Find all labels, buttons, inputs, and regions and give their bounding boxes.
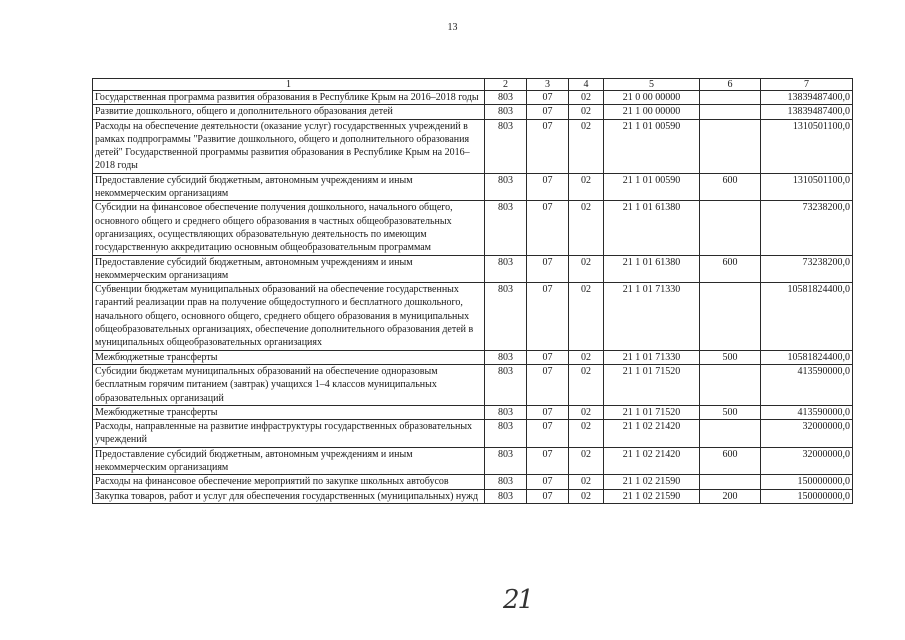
code-cell: 803: [485, 255, 527, 283]
table-header-row: [93, 79, 853, 91]
row-name-cell: Расходы на обеспечение деятельности (оказание услуг) государственных учреждений в рамках подпрограммы "Развитие дошкольного, общего и дополнительного образования детей" Государственной программы развития образования в Республике Крым на 2016–2018 годы: [93, 119, 485, 173]
code-cell: 803: [485, 364, 527, 405]
expense-type-cell: [700, 91, 761, 105]
amount-cell: 1310501100,0: [761, 119, 853, 173]
section-cell: 07: [527, 201, 569, 255]
subsection-cell: 02: [569, 283, 604, 350]
table-row: [93, 405, 853, 419]
code-cell: 803: [485, 489, 527, 503]
column-header: 4: [569, 79, 604, 91]
amount-cell: 413590000,0: [761, 364, 853, 405]
row-name-cell: Субвенции бюджетам муниципальных образований на обеспечение государственных гарантий реализации прав на получение общедоступного и бесплатного дошкольного, начального общего, основного общего, среднего общего образования в муниципальных общеобразовательных организациях, обеспечение дополнительного образования детей в муниципальных общеобразовательных организациях: [93, 283, 485, 350]
row-name-cell: Предоставление субсидий бюджетным, автономным учреждениям и иным некоммерческим организациям: [93, 173, 485, 201]
target-article-cell: 21 1 02 21420: [604, 420, 700, 448]
subsection-cell: 02: [569, 201, 604, 255]
column-header: 7: [761, 79, 853, 91]
table-row: [93, 350, 853, 364]
row-name-cell: Расходы на финансовое обеспечение мероприятий по закупке школьных автобусов: [93, 475, 485, 489]
amount-cell: 32000000,0: [761, 447, 853, 475]
code-cell: 803: [485, 173, 527, 201]
subsection-cell: 02: [569, 364, 604, 405]
subsection-cell: 02: [569, 447, 604, 475]
amount-cell: 150000000,0: [761, 489, 853, 503]
table-row: [93, 255, 853, 283]
subsection-cell: 02: [569, 405, 604, 419]
table-body: [93, 91, 853, 504]
section-cell: 07: [527, 475, 569, 489]
code-cell: 803: [485, 201, 527, 255]
amount-cell: 150000000,0: [761, 475, 853, 489]
table-row: [93, 105, 853, 119]
table-row: [93, 201, 853, 255]
expense-type-cell: 500: [700, 405, 761, 419]
row-name-cell: Субсидии на финансовое обеспечение получения дошкольного, начального общего, основного общего и среднего общего образования в частных общеобразовательных организациях, осуществляющих образовательную деятельность по имеющим государственную аккредитацию основным общеобразовательным программам: [93, 201, 485, 255]
target-article-cell: 21 1 02 21590: [604, 475, 700, 489]
target-article-cell: 21 1 01 71520: [604, 364, 700, 405]
target-article-cell: 21 1 01 00590: [604, 173, 700, 201]
amount-cell: 1310501100,0: [761, 173, 853, 201]
section-cell: 07: [527, 283, 569, 350]
section-cell: 07: [527, 255, 569, 283]
section-cell: 07: [527, 447, 569, 475]
target-article-cell: 21 1 01 61380: [604, 255, 700, 283]
code-cell: 803: [485, 475, 527, 489]
subsection-cell: 02: [569, 119, 604, 173]
subsection-cell: 02: [569, 255, 604, 283]
table-row: [93, 489, 853, 503]
row-name-cell: Государственная программа развития образования в Республике Крым на 2016–2018 годы: [93, 91, 485, 105]
amount-cell: 32000000,0: [761, 420, 853, 448]
section-cell: 07: [527, 105, 569, 119]
subsection-cell: 02: [569, 420, 604, 448]
target-article-cell: 21 1 01 00590: [604, 119, 700, 173]
row-name-cell: Субсидии бюджетам муниципальных образований на обеспечение одноразовым бесплатным горячим питанием (завтрак) учащихся 1–4 классов муниципальных образовательных организаций: [93, 364, 485, 405]
table-row: [93, 364, 853, 405]
code-cell: 803: [485, 119, 527, 173]
table-row: [93, 283, 853, 350]
expense-type-cell: [700, 201, 761, 255]
target-article-cell: 21 1 00 00000: [604, 105, 700, 119]
section-cell: 07: [527, 173, 569, 201]
expense-type-cell: [700, 475, 761, 489]
row-name-cell: Расходы, направленные на развитие инфраструктуры государственных образовательных учреждений: [93, 420, 485, 448]
expense-type-cell: [700, 105, 761, 119]
expense-type-cell: 200: [700, 489, 761, 503]
row-name-cell: Предоставление субсидий бюджетным, автономным учреждениям и иным некоммерческим организациям: [93, 255, 485, 283]
section-cell: 07: [527, 420, 569, 448]
table-row: [93, 420, 853, 448]
expense-type-cell: [700, 119, 761, 173]
code-cell: 803: [485, 91, 527, 105]
expense-type-cell: 600: [700, 447, 761, 475]
table-row: [93, 91, 853, 105]
page-number: 13: [447, 22, 458, 33]
row-name-cell: Межбюджетные трансферты: [93, 405, 485, 419]
column-header: 1: [93, 79, 485, 91]
column-header: 3: [527, 79, 569, 91]
expense-type-cell: 500: [700, 350, 761, 364]
amount-cell: 73238200,0: [761, 201, 853, 255]
table-row: [93, 475, 853, 489]
column-header: 5: [604, 79, 700, 91]
section-cell: 07: [527, 119, 569, 173]
subsection-cell: 02: [569, 489, 604, 503]
target-article-cell: 21 0 00 00000: [604, 91, 700, 105]
section-cell: 07: [527, 489, 569, 503]
section-cell: 07: [527, 405, 569, 419]
expense-type-cell: 600: [700, 255, 761, 283]
amount-cell: 10581824400,0: [761, 350, 853, 364]
row-name-cell: Межбюджетные трансферты: [93, 350, 485, 364]
expense-type-cell: [700, 283, 761, 350]
budget-table: [92, 78, 853, 504]
subsection-cell: 02: [569, 91, 604, 105]
table-row: [93, 447, 853, 475]
subsection-cell: 02: [569, 105, 604, 119]
target-article-cell: 21 1 01 61380: [604, 201, 700, 255]
target-article-cell: 21 1 01 71330: [604, 283, 700, 350]
code-cell: 803: [485, 283, 527, 350]
expense-type-cell: [700, 420, 761, 448]
amount-cell: 13839487400,0: [761, 105, 853, 119]
code-cell: 803: [485, 105, 527, 119]
code-cell: 803: [485, 350, 527, 364]
section-cell: 07: [527, 364, 569, 405]
amount-cell: 413590000,0: [761, 405, 853, 419]
column-header: 6: [700, 79, 761, 91]
expense-type-cell: [700, 364, 761, 405]
code-cell: 803: [485, 420, 527, 448]
handwritten-page-number: 21: [503, 585, 533, 615]
expense-type-cell: 600: [700, 173, 761, 201]
row-name-cell: Закупка товаров, работ и услуг для обеспечения государственных (муниципальных) нужд: [93, 489, 485, 503]
target-article-cell: 21 1 02 21590: [604, 489, 700, 503]
table-row: [93, 173, 853, 201]
amount-cell: 13839487400,0: [761, 91, 853, 105]
section-cell: 07: [527, 350, 569, 364]
code-cell: 803: [485, 447, 527, 475]
amount-cell: 73238200,0: [761, 255, 853, 283]
section-cell: 07: [527, 91, 569, 105]
amount-cell: 10581824400,0: [761, 283, 853, 350]
target-article-cell: 21 1 01 71330: [604, 350, 700, 364]
target-article-cell: 21 1 01 71520: [604, 405, 700, 419]
column-header: 2: [485, 79, 527, 91]
target-article-cell: 21 1 02 21420: [604, 447, 700, 475]
table-row: [93, 119, 853, 173]
row-name-cell: Предоставление субсидий бюджетным, автономным учреждениям и иным некоммерческим организациям: [93, 447, 485, 475]
row-name-cell: Развитие дошкольного, общего и дополнительного образования детей: [93, 105, 485, 119]
subsection-cell: 02: [569, 173, 604, 201]
subsection-cell: 02: [569, 475, 604, 489]
subsection-cell: 02: [569, 350, 604, 364]
code-cell: 803: [485, 405, 527, 419]
